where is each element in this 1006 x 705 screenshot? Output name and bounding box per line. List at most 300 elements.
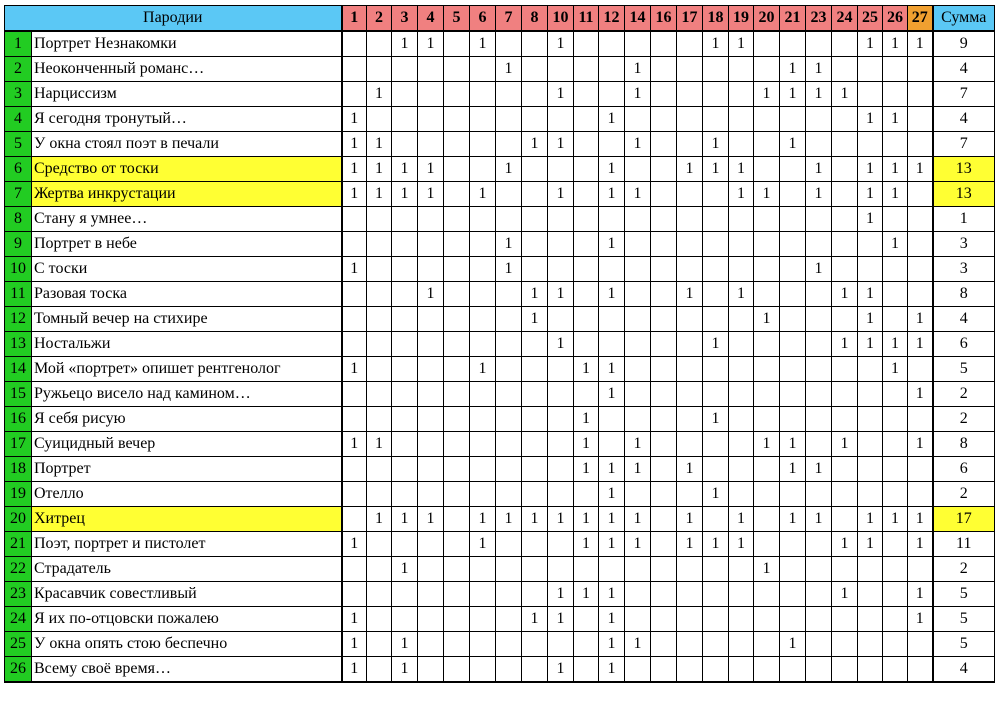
vote-cell (444, 282, 470, 307)
row-sum: 13 (933, 182, 995, 207)
vote-cell: 1 (625, 132, 651, 157)
vote-cell (444, 207, 470, 232)
vote-cell (651, 357, 677, 382)
table-row (5, 407, 995, 432)
vote-cell (883, 482, 908, 507)
vote-cell (754, 532, 780, 557)
vote-cell: 1 (574, 457, 599, 482)
column-header: 21 (780, 6, 806, 32)
vote-cell (367, 657, 392, 683)
vote-cell (806, 282, 832, 307)
parody-title: Я себя рисую (32, 407, 342, 432)
vote-cell: 1 (703, 132, 729, 157)
column-header: 26 (883, 6, 908, 32)
vote-cell (367, 607, 392, 632)
vote-cell (754, 157, 780, 182)
vote-cell (522, 157, 548, 182)
vote-cell (832, 307, 858, 332)
vote-cell (418, 107, 444, 132)
vote-cell (342, 232, 367, 257)
header-row (5, 6, 995, 32)
vote-cell: 1 (367, 507, 392, 532)
vote-cell (418, 132, 444, 157)
vote-cell (729, 257, 754, 282)
vote-cell (677, 232, 703, 257)
vote-cell (729, 582, 754, 607)
vote-cell (729, 207, 754, 232)
vote-cell (729, 482, 754, 507)
vote-cell (703, 507, 729, 532)
table-row (5, 207, 995, 232)
vote-cell (470, 407, 496, 432)
vote-cell: 1 (883, 507, 908, 532)
vote-cell (367, 457, 392, 482)
vote-cell (522, 532, 548, 557)
vote-cell (806, 432, 832, 457)
vote-cell (625, 107, 651, 132)
row-sum: 8 (933, 432, 995, 457)
row-sum: 2 (933, 482, 995, 507)
vote-cell: 1 (858, 507, 883, 532)
vote-cell (883, 632, 908, 657)
vote-cell (496, 657, 522, 683)
row-sum: 9 (933, 31, 995, 57)
parody-title: Поэт, портрет и пистолет (32, 532, 342, 557)
vote-cell: 1 (754, 557, 780, 582)
vote-cell (908, 107, 933, 132)
vote-cell: 1 (548, 607, 574, 632)
vote-cell (703, 432, 729, 457)
vote-cell (832, 57, 858, 82)
vote-cell (729, 382, 754, 407)
vote-cell: 1 (703, 157, 729, 182)
vote-cell: 1 (548, 507, 574, 532)
vote-cell (418, 632, 444, 657)
vote-cell (832, 382, 858, 407)
vote-cell (625, 482, 651, 507)
vote-cell (651, 307, 677, 332)
vote-cell (470, 82, 496, 107)
vote-cell (754, 232, 780, 257)
vote-cell (832, 357, 858, 382)
vote-cell (677, 582, 703, 607)
vote-cell (367, 582, 392, 607)
vote-cell (444, 232, 470, 257)
vote-cell (418, 207, 444, 232)
parody-title: Разовая тоска (32, 282, 342, 307)
vote-cell (444, 307, 470, 332)
vote-cell (729, 407, 754, 432)
vote-cell: 1 (677, 157, 703, 182)
vote-cell (703, 107, 729, 132)
vote-cell: 1 (729, 282, 754, 307)
column-header: 5 (444, 6, 470, 32)
vote-cell (625, 282, 651, 307)
vote-cell (522, 57, 548, 82)
row-sum: 4 (933, 657, 995, 683)
vote-cell: 1 (342, 632, 367, 657)
row-sum: 4 (933, 57, 995, 82)
vote-cell: 1 (729, 157, 754, 182)
vote-cell: 1 (625, 57, 651, 82)
table-row (5, 257, 995, 282)
vote-cell (392, 607, 418, 632)
vote-cell (418, 482, 444, 507)
vote-cell (444, 582, 470, 607)
vote-cell (522, 557, 548, 582)
vote-cell (496, 132, 522, 157)
vote-cell (392, 107, 418, 132)
vote-cell: 1 (574, 582, 599, 607)
vote-cell (367, 232, 392, 257)
vote-cell (754, 457, 780, 482)
vote-cell (883, 607, 908, 632)
vote-cell (342, 407, 367, 432)
vote-cell: 1 (883, 357, 908, 382)
vote-cell: 1 (574, 507, 599, 532)
vote-cell: 1 (832, 332, 858, 357)
vote-cell: 1 (548, 132, 574, 157)
vote-cell: 1 (599, 182, 625, 207)
vote-cell (677, 31, 703, 57)
vote-cell (444, 382, 470, 407)
vote-cell: 1 (574, 532, 599, 557)
vote-cell: 1 (780, 632, 806, 657)
column-header: 24 (832, 6, 858, 32)
vote-cell (908, 557, 933, 582)
vote-cell (418, 582, 444, 607)
vote-cell (883, 207, 908, 232)
vote-cell: 1 (677, 282, 703, 307)
vote-cell: 1 (599, 457, 625, 482)
vote-cell (342, 557, 367, 582)
vote-cell (418, 82, 444, 107)
column-header: 3 (392, 6, 418, 32)
vote-cell (858, 657, 883, 683)
vote-cell (367, 332, 392, 357)
vote-cell (754, 582, 780, 607)
vote-cell: 1 (703, 532, 729, 557)
vote-cell (677, 182, 703, 207)
vote-cell: 1 (418, 31, 444, 57)
vote-cell (496, 607, 522, 632)
vote-cell: 1 (548, 82, 574, 107)
vote-cell (392, 332, 418, 357)
vote-cell (780, 407, 806, 432)
vote-cell (703, 632, 729, 657)
vote-cell (651, 132, 677, 157)
parody-title: У окна стоял поэт в печали (32, 132, 342, 157)
vote-cell: 1 (342, 607, 367, 632)
row-sum: 5 (933, 357, 995, 382)
vote-cell (418, 557, 444, 582)
vote-cell (832, 107, 858, 132)
vote-cell (367, 307, 392, 332)
vote-cell: 1 (832, 432, 858, 457)
vote-cell (832, 182, 858, 207)
vote-cell (908, 657, 933, 683)
row-sum: 3 (933, 232, 995, 257)
vote-cell: 1 (496, 57, 522, 82)
vote-cell: 1 (806, 82, 832, 107)
vote-cell (651, 82, 677, 107)
vote-cell: 1 (883, 31, 908, 57)
vote-cell (858, 632, 883, 657)
vote-cell (599, 432, 625, 457)
vote-cell (883, 82, 908, 107)
vote-cell: 1 (470, 507, 496, 532)
column-header: 27 (908, 6, 933, 32)
vote-cell (832, 31, 858, 57)
row-sum: 5 (933, 632, 995, 657)
vote-cell: 1 (908, 307, 933, 332)
vote-cell: 1 (342, 532, 367, 557)
vote-cell: 1 (908, 507, 933, 532)
vote-cell: 1 (703, 332, 729, 357)
vote-cell (754, 107, 780, 132)
row-number: 5 (5, 132, 32, 157)
vote-cell (625, 307, 651, 332)
vote-cell (625, 207, 651, 232)
parody-title: Суицидный вечер (32, 432, 342, 457)
vote-cell: 1 (367, 432, 392, 457)
vote-cell (703, 82, 729, 107)
vote-cell: 1 (418, 182, 444, 207)
vote-cell (806, 407, 832, 432)
vote-cell: 1 (754, 82, 780, 107)
parody-title: Всему своё время… (32, 657, 342, 683)
vote-cell (496, 482, 522, 507)
vote-cell (367, 532, 392, 557)
vote-cell (496, 582, 522, 607)
vote-cell (625, 31, 651, 57)
vote-cell (883, 282, 908, 307)
vote-cell (729, 82, 754, 107)
table-row (5, 457, 995, 482)
vote-cell (496, 107, 522, 132)
vote-cell (908, 482, 933, 507)
vote-cell (858, 607, 883, 632)
vote-cell (832, 607, 858, 632)
row-sum: 5 (933, 582, 995, 607)
vote-cell (522, 457, 548, 482)
vote-cell: 1 (599, 357, 625, 382)
vote-cell (651, 482, 677, 507)
table-row (5, 507, 995, 532)
row-number: 13 (5, 332, 32, 357)
vote-cell (908, 282, 933, 307)
vote-cell (392, 132, 418, 157)
row-number: 19 (5, 482, 32, 507)
vote-cell: 1 (677, 457, 703, 482)
vote-cell (703, 282, 729, 307)
vote-cell: 1 (496, 257, 522, 282)
row-sum: 1 (933, 207, 995, 232)
row-number: 10 (5, 257, 32, 282)
column-header: 8 (522, 6, 548, 32)
vote-cell (496, 532, 522, 557)
vote-cell (858, 582, 883, 607)
vote-cell: 1 (625, 457, 651, 482)
vote-cell (858, 407, 883, 432)
vote-cell (470, 257, 496, 282)
vote-cell: 1 (729, 507, 754, 532)
parody-title: Средство от тоски (32, 157, 342, 182)
column-header: 14 (625, 6, 651, 32)
table-row (5, 557, 995, 582)
parody-title: Портрет в небе (32, 232, 342, 257)
vote-cell (754, 332, 780, 357)
vote-cell (780, 607, 806, 632)
vote-cell (444, 482, 470, 507)
column-header: 12 (599, 6, 625, 32)
table-row (5, 382, 995, 407)
vote-cell (548, 407, 574, 432)
vote-cell (367, 407, 392, 432)
table-row (5, 132, 995, 157)
row-number: 6 (5, 157, 32, 182)
vote-cell (444, 507, 470, 532)
vote-cell: 1 (883, 232, 908, 257)
vote-cell (574, 282, 599, 307)
vote-cell (780, 332, 806, 357)
row-number: 21 (5, 532, 32, 557)
vote-cell (703, 307, 729, 332)
vote-cell (703, 207, 729, 232)
vote-cell (651, 207, 677, 232)
vote-cell (444, 407, 470, 432)
vote-cell: 1 (703, 31, 729, 57)
table-row (5, 57, 995, 82)
vote-cell (548, 482, 574, 507)
vote-cell (392, 407, 418, 432)
vote-cell (367, 31, 392, 57)
row-number: 11 (5, 282, 32, 307)
vote-cell (883, 257, 908, 282)
parody-title: Хитрец (32, 507, 342, 532)
vote-cell (599, 82, 625, 107)
vote-cell (908, 232, 933, 257)
vote-cell (470, 482, 496, 507)
vote-cell (367, 482, 392, 507)
vote-cell (496, 407, 522, 432)
vote-cell (470, 632, 496, 657)
parody-title: Стану я умнее… (32, 207, 342, 232)
vote-cell (677, 82, 703, 107)
vote-cell: 1 (548, 282, 574, 307)
vote-cell (677, 132, 703, 157)
vote-cell (470, 457, 496, 482)
vote-cell (780, 107, 806, 132)
vote-cell: 1 (908, 532, 933, 557)
vote-cell: 1 (858, 182, 883, 207)
vote-cell (703, 582, 729, 607)
parody-title: Томный вечер на стихире (32, 307, 342, 332)
vote-cell (522, 582, 548, 607)
vote-cell (806, 232, 832, 257)
vote-cell (806, 582, 832, 607)
vote-cell (729, 132, 754, 157)
table-row (5, 332, 995, 357)
row-number: 23 (5, 582, 32, 607)
vote-cell (574, 82, 599, 107)
vote-cell (780, 357, 806, 382)
vote-cell: 1 (729, 182, 754, 207)
vote-cell (858, 457, 883, 482)
vote-cell (806, 657, 832, 683)
table-row (5, 282, 995, 307)
vote-cell: 1 (342, 182, 367, 207)
vote-cell (729, 657, 754, 683)
vote-cell (574, 557, 599, 582)
vote-cell (522, 432, 548, 457)
vote-cell (677, 107, 703, 132)
vote-cell (522, 657, 548, 683)
vote-cell (677, 482, 703, 507)
row-number: 20 (5, 507, 32, 532)
vote-cell: 1 (858, 31, 883, 57)
vote-cell: 1 (780, 507, 806, 532)
vote-cell (908, 57, 933, 82)
vote-cell (342, 457, 367, 482)
vote-cell: 1 (625, 507, 651, 532)
vote-cell: 1 (832, 532, 858, 557)
row-number: 7 (5, 182, 32, 207)
row-number: 22 (5, 557, 32, 582)
vote-cell: 1 (522, 307, 548, 332)
vote-cell (470, 657, 496, 683)
vote-cell (548, 107, 574, 132)
vote-cell (574, 232, 599, 257)
vote-cell (703, 57, 729, 82)
column-header: 7 (496, 6, 522, 32)
vote-cell (729, 57, 754, 82)
vote-cell (729, 432, 754, 457)
vote-cell: 1 (599, 382, 625, 407)
vote-cell (548, 157, 574, 182)
vote-cell (908, 207, 933, 232)
vote-cell (703, 232, 729, 257)
vote-cell: 1 (548, 182, 574, 207)
vote-cell: 1 (367, 182, 392, 207)
vote-cell (780, 382, 806, 407)
vote-cell: 1 (780, 432, 806, 457)
vote-cell (651, 457, 677, 482)
vote-cell (883, 557, 908, 582)
vote-cell (342, 207, 367, 232)
vote-cell (858, 432, 883, 457)
vote-cell (574, 482, 599, 507)
vote-cell: 1 (392, 657, 418, 683)
vote-cell (858, 557, 883, 582)
row-number: 4 (5, 107, 32, 132)
vote-cell (548, 232, 574, 257)
parody-title: Красавчик совестливый (32, 582, 342, 607)
vote-cell (651, 282, 677, 307)
vote-cell (444, 357, 470, 382)
vote-cell (806, 557, 832, 582)
parody-title: Отелло (32, 482, 342, 507)
vote-cell (392, 582, 418, 607)
vote-cell: 1 (625, 632, 651, 657)
vote-cell (651, 382, 677, 407)
vote-cell (625, 382, 651, 407)
vote-cell (780, 182, 806, 207)
vote-cell (651, 182, 677, 207)
vote-cell (651, 632, 677, 657)
vote-cell (522, 407, 548, 432)
vote-cell: 1 (496, 232, 522, 257)
